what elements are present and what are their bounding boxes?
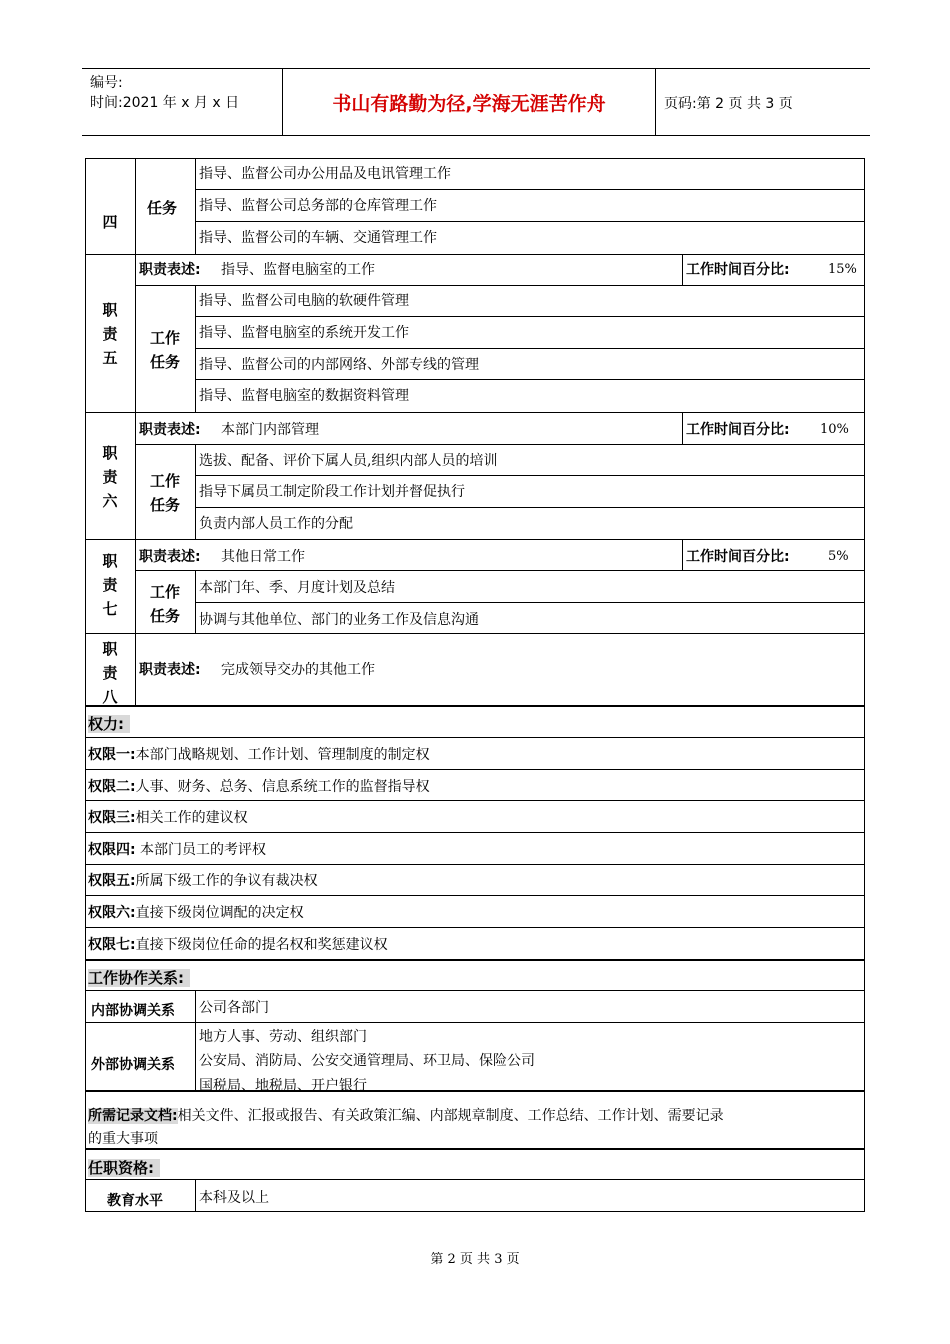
internal-relations: 公司各部门	[199, 1000, 269, 1016]
qualification-title: 任职资格:	[88, 1159, 160, 1177]
external-relations-1: 地方人事、劳动、组织部门	[199, 1029, 367, 1045]
page-header	[82, 68, 870, 136]
duty8-desc-label: 职责表述:	[139, 662, 201, 678]
internal-relations-label: 内部协调关系	[91, 1003, 175, 1019]
duty5-task-1: 指导、监督公司电脑的软硬件管理	[199, 293, 409, 309]
duty7-task-label: 工作 任务	[149, 583, 180, 625]
duty5-desc-label: 职责表述:	[139, 262, 201, 278]
duty6-label: 职 责 六	[102, 444, 118, 510]
duty5-task-2: 指导、监督电脑室的系统开发工作	[199, 325, 409, 341]
duty4-task-1: 指导、监督公司办公用品及电讯管理工作	[199, 166, 451, 182]
authority-item-6: 权限六:直接下级岗位调配的决定权	[88, 905, 304, 921]
authority-item-1: 权限一:本部门战略规划、工作计划、管理制度的制定权	[88, 747, 430, 763]
records-line-1: 所需记录文档:相关文件、汇报或报告、有关政策汇编、内部规章制度、工作总结、工作计划、需要记录	[88, 1108, 724, 1124]
duty6-desc: 本部门内部管理	[221, 422, 319, 438]
header-motto: 书山有路勤为径,学海无涯苦作舟	[282, 69, 656, 135]
duty8-desc: 完成领导交办的其他工作	[221, 662, 375, 678]
relations-title: 工作协作关系:	[88, 969, 190, 987]
duty7-desc: 其他日常工作	[221, 549, 305, 565]
duty5-task-4: 指导、监督电脑室的数据资料管理	[199, 388, 409, 404]
external-relations-3: 国税局、地税局、开户银行	[199, 1078, 367, 1094]
duty5-task-label: 工作 任务	[149, 329, 180, 371]
duty5-label: 职 责 五	[102, 301, 118, 367]
authority-item-2: 权限二:人事、财务、总务、信息系统工作的监督指导权	[88, 779, 430, 795]
education-value: 本科及以上	[199, 1190, 269, 1206]
duty5-pct: 15%	[828, 262, 857, 277]
job-description-table	[85, 158, 865, 1212]
duty7-desc-label: 职责表述:	[139, 549, 201, 565]
header-meta	[90, 73, 239, 113]
duty4-task-label: 任务	[147, 199, 178, 217]
duty6-task-label: 工作 任务	[149, 472, 180, 514]
duty6-pct-label: 工作时间百分比:	[686, 422, 790, 438]
duty4-label: 四	[102, 213, 118, 231]
authority-item-3: 权限三:相关工作的建议权	[88, 810, 248, 826]
duty8-label: 职 责 八	[102, 640, 118, 706]
duty6-pct: 10%	[820, 422, 849, 437]
date-label: 时间:2021 年 x 月 x 日	[90, 95, 240, 111]
duty7-label: 职 责 七	[102, 552, 118, 618]
authority-item-5: 权限五:所属下级工作的争议有裁决权	[88, 873, 318, 889]
duty6-desc-label: 职责表述:	[139, 422, 201, 438]
duty4-task-3: 指导、监督公司的车辆、交通管理工作	[199, 230, 437, 246]
header-page-info: 页码:第 2 页 共 3 页	[664, 96, 793, 112]
authority-item-4: 权限四: 本部门员工的考评权	[88, 842, 267, 858]
duty7-pct: 5%	[828, 549, 849, 564]
external-relations-label: 外部协调关系	[91, 1057, 175, 1073]
authority-title: 权力:	[88, 715, 130, 733]
number-label: 编号:	[90, 75, 123, 91]
external-relations-2: 公安局、消防局、公安交通管理局、环卫局、保险公司	[199, 1053, 535, 1069]
duty6-task-1: 选拔、配备、评价下属人员,组织内部人员的培训	[199, 453, 498, 469]
duty6-task-2: 指导下属员工制定阶段工作计划并督促执行	[199, 484, 465, 500]
authority-item-7: 权限七:直接下级岗位任命的提名权和奖惩建议权	[88, 937, 388, 953]
duty7-task-2: 协调与其他单位、部门的业务工作及信息沟通	[199, 612, 479, 628]
duty5-task-3: 指导、监督公司的内部网络、外部专线的管理	[199, 357, 479, 373]
duty7-pct-label: 工作时间百分比:	[686, 549, 790, 565]
duty7-task-1: 本部门年、季、月度计划及总结	[199, 580, 395, 596]
duty6-task-3: 负责内部人员工作的分配	[199, 516, 353, 532]
records-line-2: 的重大事项	[88, 1131, 158, 1147]
page-footer: 第 2 页 共 3 页	[430, 1252, 520, 1267]
duty5-pct-label: 工作时间百分比:	[686, 262, 790, 278]
duty5-desc: 指导、监督电脑室的工作	[221, 262, 375, 278]
duty4-task-2: 指导、监督公司总务部的仓库管理工作	[199, 198, 437, 214]
education-label: 教育水平	[107, 1193, 163, 1209]
